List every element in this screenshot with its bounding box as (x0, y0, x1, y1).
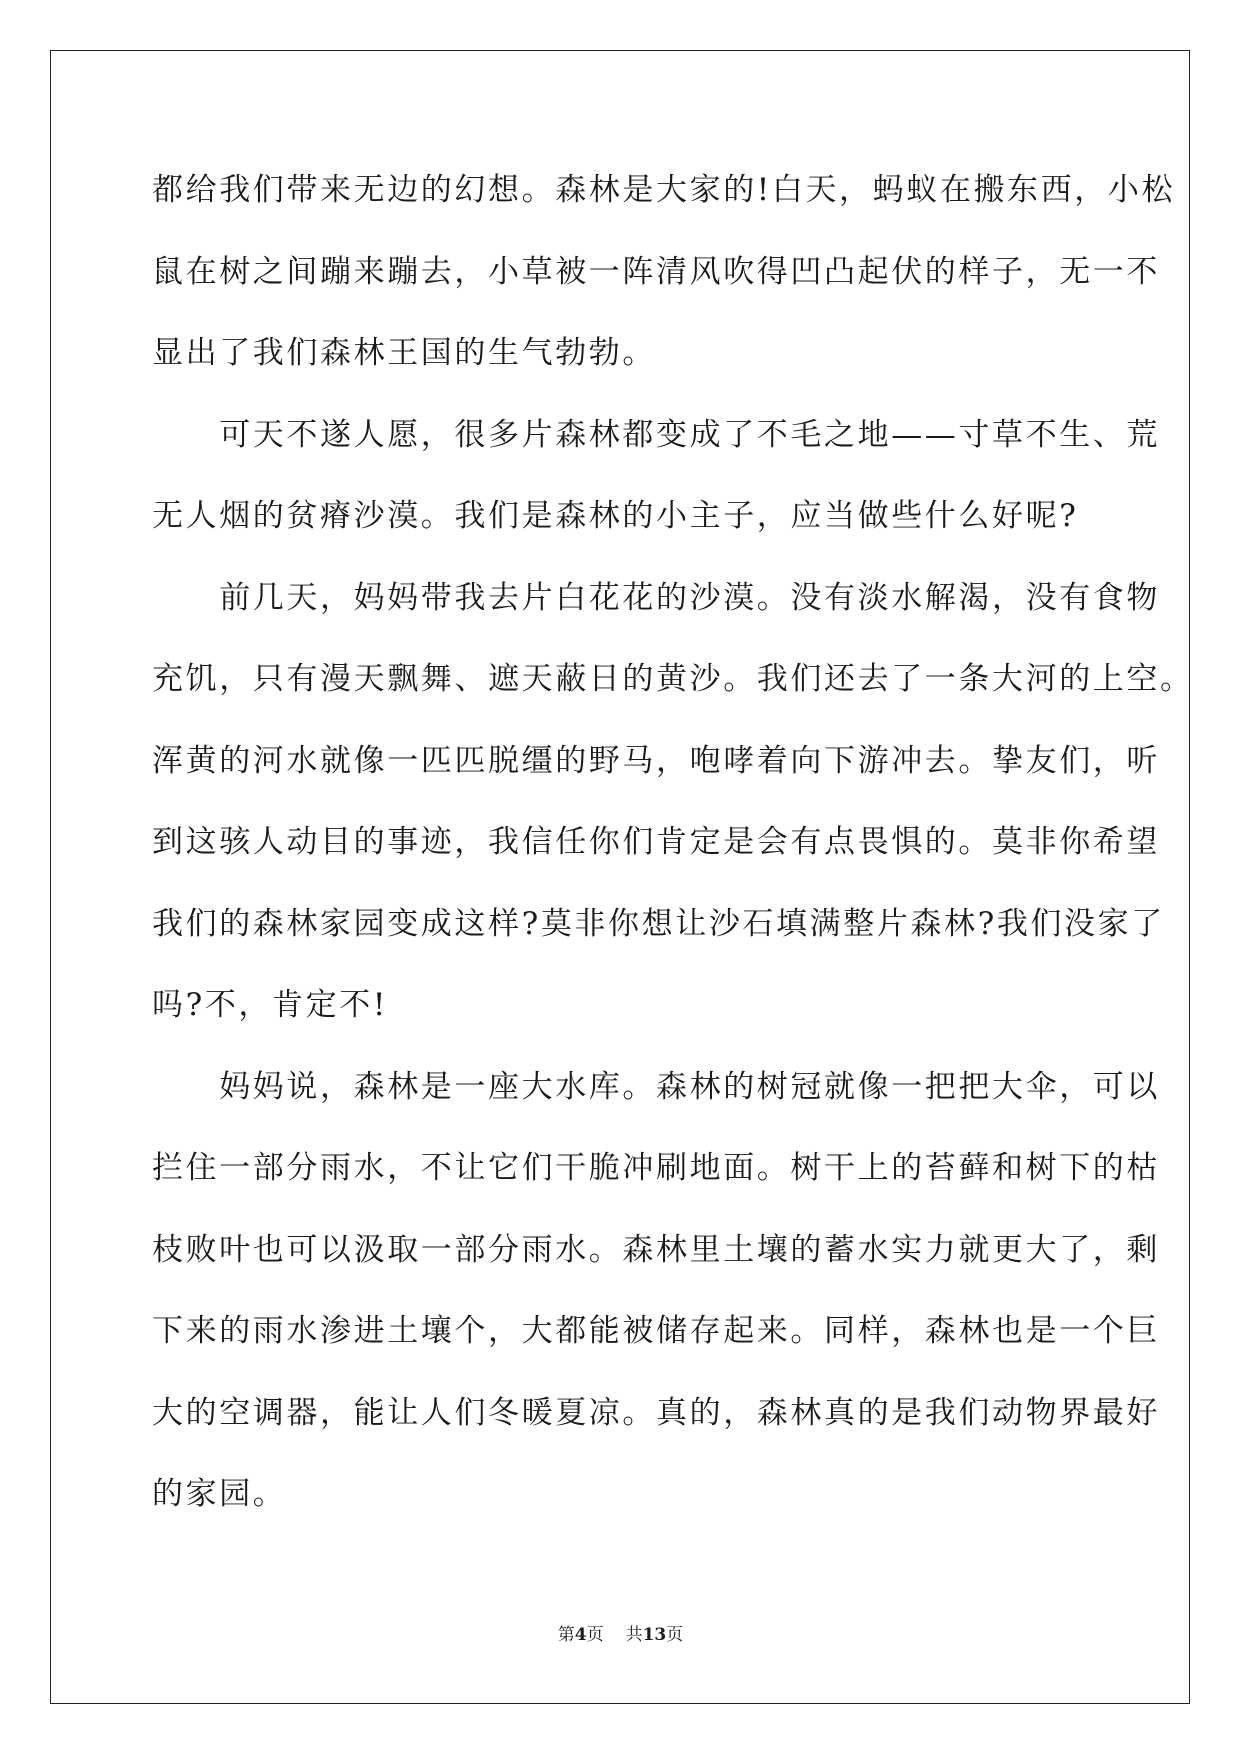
text-line: 大的空调器，能让人们冬暖夏凉。真的，森林真的是我们动物界最好 (152, 1394, 1160, 1431)
text-line: 妈妈说，森林是一座大水库。森林的树冠就像一把把大伞，可以 (152, 1068, 1160, 1105)
text-line: 浑黄的河水就像一匹匹脱缰的野马，咆哮着向下游冲去。挚友们，听 (152, 742, 1160, 779)
text-line: 枝败叶也可以汲取一部分雨水。森林里土壤的蓄水实力就更大了，剩 (152, 1231, 1160, 1268)
text-line: 我们的森林家园变成这样?莫非你想让沙石填满整片森林?我们没家了 (152, 905, 1165, 942)
page-footer (0, 1620, 1241, 1645)
total-prefix: 共 (625, 1625, 643, 1645)
text-line: 的家园。 (152, 1476, 287, 1512)
text-line: 前几天，妈妈带我去片白花花的沙漠。没有淡水解渴，没有食物 (152, 579, 1160, 616)
text-line: 显出了我们森林王国的生气勃勃。 (152, 335, 656, 371)
text-line: 无人烟的贫瘠沙漠。我们是森林的小主子，应当做些什么好呢? (152, 498, 1079, 534)
text-line: 鼠在树之间蹦来蹦去，小草被一阵清风吹得凹凸起伏的样子，无一不 (152, 253, 1160, 290)
text-line: 都给我们带来无边的幻想。森林是大家的!白天，蚂蚁在搬东西，小松 (152, 172, 1176, 208)
text-line: 可天不遂人愿，很多片森林都变成了不毛之地——寸草不生、荒 (152, 416, 1160, 453)
text-line: 充饥，只有漫天飘舞、遮天蔽日的黄沙。我们还去了一条大河的上空。 (152, 661, 1194, 697)
text-line: 到这骇人动目的事迹，我信任你们肯定是会有点畏惧的。莫非你希望 (152, 824, 1160, 860)
page-prefix: 第 (557, 1625, 575, 1645)
text-line: 吗?不，肯定不! (152, 987, 388, 1023)
total-unit: 页 (666, 1625, 684, 1645)
document-body (152, 150, 1194, 1536)
text-line: 拦住一部分雨水，不让它们干脆冲刷地面。树干上的苔藓和树下的枯 (152, 1150, 1160, 1186)
page-total: 13 (642, 1625, 667, 1645)
page-unit: 页 (586, 1625, 604, 1645)
page-current: 4 (574, 1625, 587, 1645)
text-line: 下来的雨水渗进土壤个，大都能被储存起来。同样，森林也是一个巨 (152, 1313, 1160, 1349)
